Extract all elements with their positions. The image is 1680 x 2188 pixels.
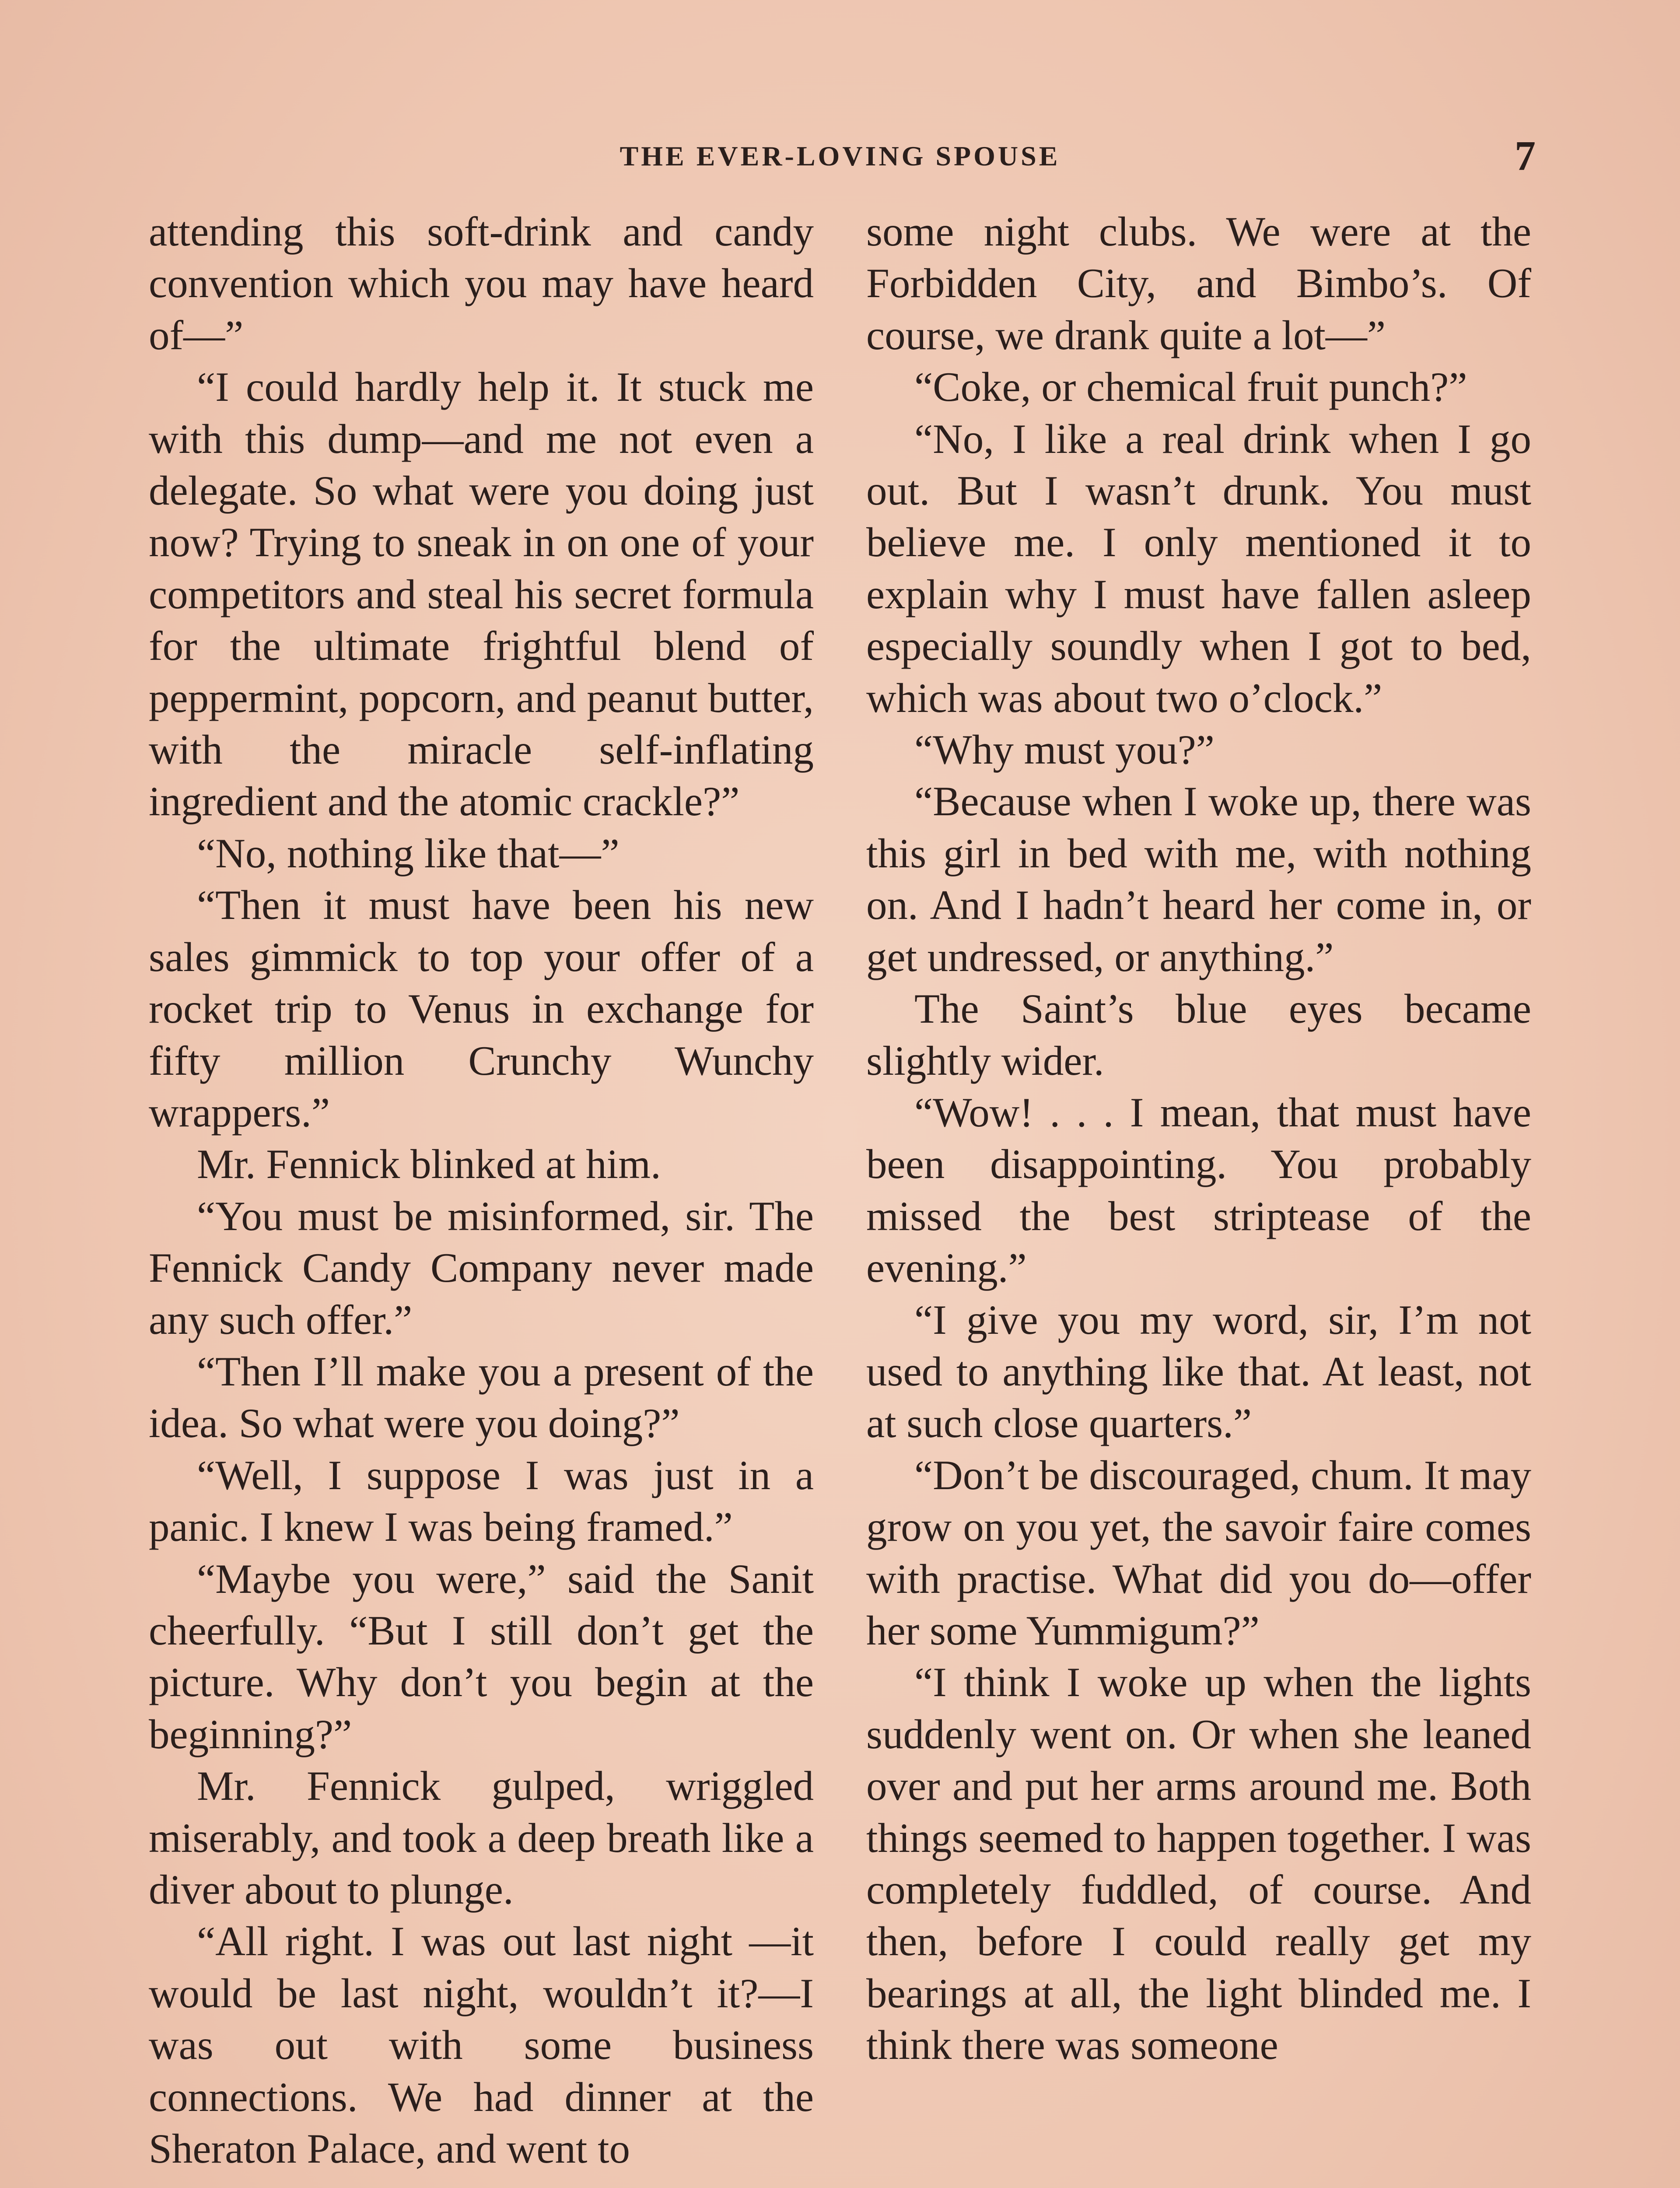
paragraph: “I give you my word, sir, I’m not used to anything like that. At least, not at such close quarters.” bbox=[866, 1296, 1531, 1447]
paragraph: “I could hardly help it. It stuck me with this dump—and me not even a delegate. So what were you doing just now? Trying to sneak in on one of your competitors and steal his secret formula for the ultimate frightful blend of peppermint, popcorn, and peanut butter, with the miracle self-inflating ingredient and the atomic crackle?” bbox=[149, 364, 814, 825]
paragraph: “You must be misinformed, sir. The Fennick Candy Company never made any such offer.” bbox=[149, 1192, 814, 1343]
paragraph: “Then it must have been his new sales gimmick to top your offer of a rocket trip to Venus in exchange for fifty million Crunchy Wunchy wrappers.” bbox=[149, 882, 814, 1136]
paragraph: “Maybe you were,” said the Sanit cheerfully. “But I still don’t get the picture. Why don’t you begin at the beginning?” bbox=[149, 1555, 814, 1757]
paragraph: “Wow! . . . I mean, that must have been disappointing. You probably missed the best striptease of the evening.” bbox=[866, 1089, 1531, 1291]
paragraph: “Then I’ll make you a present of the idea. So what were you doing?” bbox=[149, 1348, 814, 1447]
running-title: THE EVER-LOVING SPOUSE bbox=[620, 140, 1060, 172]
paragraph: “Coke, or chemical fruit punch?” bbox=[914, 364, 1467, 410]
page-number: 7 bbox=[1515, 132, 1536, 179]
right-column bbox=[866, 206, 1531, 2071]
paragraph: “No, I like a real drink when I go out. But I wasn’t drunk. You must believe me. I only mentioned it to explain why I must have fallen asleep especially soundly when I got to bed, which was about two o’clock.” bbox=[866, 415, 1531, 721]
paragraph: some night clubs. We were at the Forbidden City, and Bimbo’s. Of course, we drank quite a lot—” bbox=[866, 208, 1531, 358]
left-column bbox=[149, 206, 814, 2174]
paragraph: Mr. Fennick blinked at him. bbox=[197, 1141, 661, 1188]
paragraph: “I think I woke up when the lights suddenly went on. Or when she leaned over and put her arms around me. Both things seemed to happen together. I was completely fuddled, of course. And then, before I could really get my bearings at all, the light blinded me. I think there was someone bbox=[866, 1659, 1531, 2069]
paragraph: “Don’t be discouraged, chum. It may grow on you yet, the savoir faire comes with practise. What did you do—offer her some Yummigum?” bbox=[866, 1452, 1531, 1654]
paragraph: The Saint’s blue eyes became slightly wider. bbox=[866, 985, 1531, 1084]
paragraph: “Because when I woke up, there was this girl in bed with me, with nothing on. And I hadn’t heard her come in, or get undressed, or anything.” bbox=[866, 778, 1531, 980]
paragraph: “Well, I suppose I was just in a panic. I knew I was being framed.” bbox=[149, 1452, 814, 1550]
paragraph: “All right. I was out last night —it would be last night, wouldn’t it?—I was out with some business connections. We had dinner at the Sheraton Palace, and went to bbox=[149, 1918, 814, 2172]
paragraph: “Why must you?” bbox=[914, 726, 1214, 773]
paragraph: Mr. Fennick gulped, wriggled miserably, and took a deep breath like a diver about to plunge. bbox=[149, 1763, 814, 1913]
running-head bbox=[144, 131, 1536, 179]
paragraph: “No, nothing like that—” bbox=[197, 830, 620, 877]
paragraph: attending this soft-drink and candy convention which you may have heard of—” bbox=[149, 208, 814, 358]
